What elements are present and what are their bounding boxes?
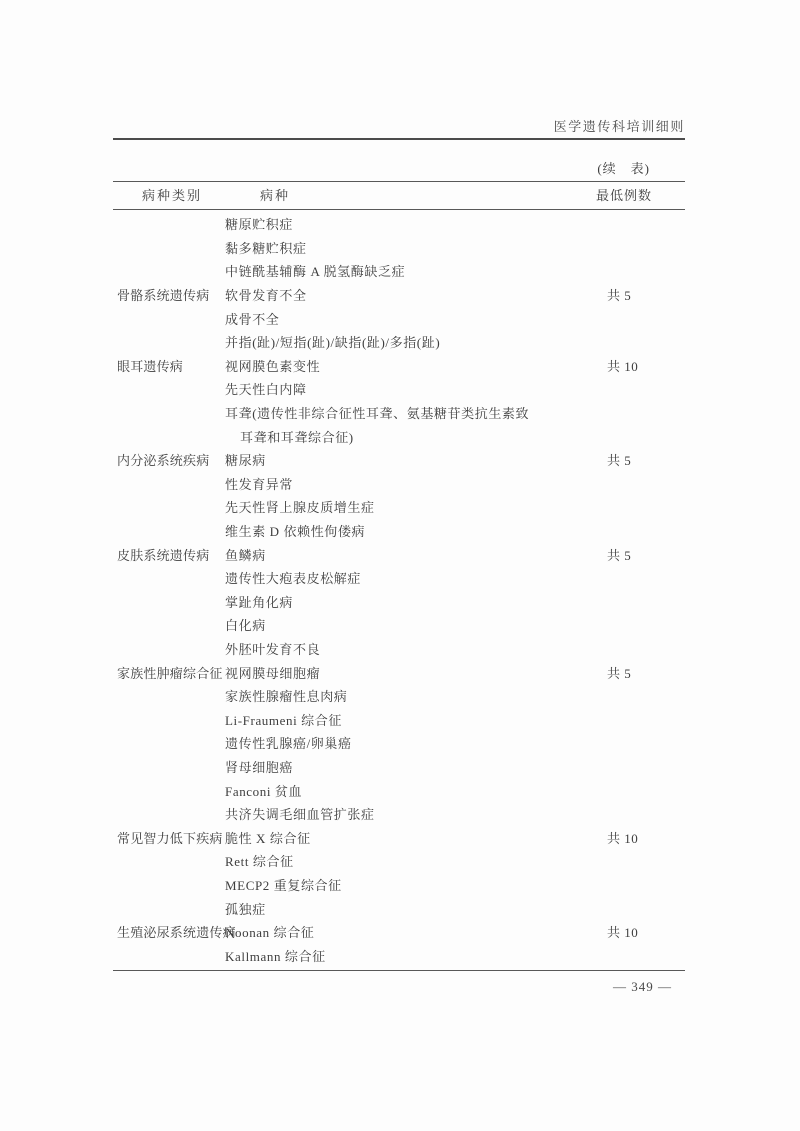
disease-cell: 中链酰基辅酶 A 脱氢酶缺乏症 — [225, 264, 406, 280]
minimum-cases-cell: 共 10 — [607, 830, 639, 846]
disease-cell: 共济失调毛细血管扩张症 — [225, 807, 375, 823]
disease-cell: 成骨不全 — [225, 311, 280, 327]
disease-cell: 脆性 X 综合征 — [225, 830, 311, 846]
disease-cell: 性发育异常 — [225, 476, 294, 492]
disease-cell: 先天性白内障 — [225, 382, 307, 398]
category-cell: 内分泌系统疾病 — [117, 453, 210, 469]
header-rule — [113, 138, 685, 140]
table-row — [113, 896, 685, 920]
disease-cell: 家族性腺瘤性息肉病 — [225, 689, 348, 705]
table-row — [113, 566, 685, 590]
minimum-cases-cell: 共 5 — [607, 288, 632, 304]
category-cell: 皮肤系统遗传病 — [117, 547, 210, 563]
running-header-title: 医学遗传科培训细则 — [553, 119, 685, 134]
category-cell: 生殖泌尿系统遗传病 — [117, 925, 236, 941]
table-row — [113, 519, 685, 543]
disease-cell: 遗传性大疱表皮松解症 — [225, 571, 362, 587]
table-body — [113, 210, 685, 971]
disease-cell: 先天性肾上腺皮质增生症 — [225, 500, 375, 516]
table-row — [113, 542, 685, 566]
minimum-cases-cell: 共 10 — [607, 358, 639, 374]
category-cell: 常见智力低下疾病 — [117, 830, 223, 846]
table-row — [113, 731, 685, 755]
table-row — [113, 236, 685, 260]
table-row — [113, 354, 685, 378]
minimum-cases-cell: 共 5 — [607, 665, 632, 681]
disease-cell: 黏多糖贮积症 — [225, 240, 307, 256]
disease-cell: 掌趾角化病 — [225, 594, 294, 610]
table-row — [113, 590, 685, 614]
disease-cell: 遗传性乳腺癌/卵巢癌 — [225, 736, 352, 752]
column-header-disease-category: 病种类别 — [142, 188, 203, 203]
minimum-cases-cell: 共 10 — [607, 925, 639, 941]
table-row — [113, 424, 685, 448]
table-row — [113, 802, 685, 826]
disease-cell: 鱼鳞病 — [225, 547, 266, 563]
table-row — [113, 778, 685, 802]
table-row — [113, 684, 685, 708]
table-row — [113, 849, 685, 873]
table-row — [113, 401, 685, 425]
table-row — [113, 448, 685, 472]
minimum-cases-cell: 共 5 — [607, 547, 632, 563]
disease-cell: 并指(趾)/短指(趾)/缺指(趾)/多指(趾) — [225, 335, 441, 351]
page-number: — 349 — — [613, 979, 672, 994]
table-row — [113, 283, 685, 307]
table-row — [113, 306, 685, 330]
disease-cell: Fanconi 贫血 — [225, 783, 303, 799]
table-row — [113, 259, 685, 283]
table-row — [113, 755, 685, 779]
table-row — [113, 472, 685, 496]
table-row — [113, 495, 685, 519]
table-row — [113, 330, 685, 354]
disease-cell: 糖原贮积症 — [225, 217, 294, 233]
disease-cell: MECP2 重复综合征 — [225, 877, 342, 893]
table-row — [113, 637, 685, 661]
disease-cell: 视网膜母细胞瘤 — [225, 665, 321, 681]
disease-cell: Kallmann 综合征 — [225, 948, 326, 964]
table-row — [113, 920, 685, 944]
table-row — [113, 212, 685, 236]
disease-cell: 肾母细胞癌 — [225, 759, 294, 775]
disease-cell: Li-Fraumeni 综合征 — [225, 712, 342, 728]
disease-cell: 孤独症 — [225, 901, 266, 917]
column-header-disease: 病种 — [260, 188, 291, 203]
table-row — [113, 873, 685, 897]
table-row — [113, 943, 685, 967]
category-cell: 眼耳遗传病 — [117, 358, 184, 374]
table-row — [113, 613, 685, 637]
column-header-minimum-cases: 最低例数 — [595, 188, 652, 203]
table-header-row — [113, 181, 685, 210]
category-cell: 家族性肿瘤综合征 — [117, 665, 223, 681]
disease-cell: 耳聋和耳聋综合征) — [240, 429, 354, 445]
disease-cell: 维生素 D 依赖性佝偻病 — [225, 524, 366, 540]
category-cell: 骨骼系统遗传病 — [117, 288, 210, 304]
disease-cell: 耳聋(遗传性非综合征性耳聋、氨基糖苷类抗生素致 — [225, 406, 530, 422]
table-row — [113, 825, 685, 849]
disease-cell: 糖尿病 — [225, 453, 266, 469]
minimum-cases-cell: 共 5 — [607, 453, 632, 469]
table-row — [113, 660, 685, 684]
disease-cell: 外胚叶发育不良 — [225, 641, 321, 657]
table-continued-label: (续 表) — [597, 161, 650, 176]
table-row — [113, 707, 685, 731]
disease-cell: 软骨发育不全 — [225, 288, 307, 304]
disease-cell: Noonan 综合征 — [225, 925, 315, 941]
disease-cell: Rett 综合征 — [225, 854, 294, 870]
disease-cell: 白化病 — [225, 618, 266, 634]
disease-cell: 视网膜色素变性 — [225, 358, 321, 374]
table-row — [113, 377, 685, 401]
